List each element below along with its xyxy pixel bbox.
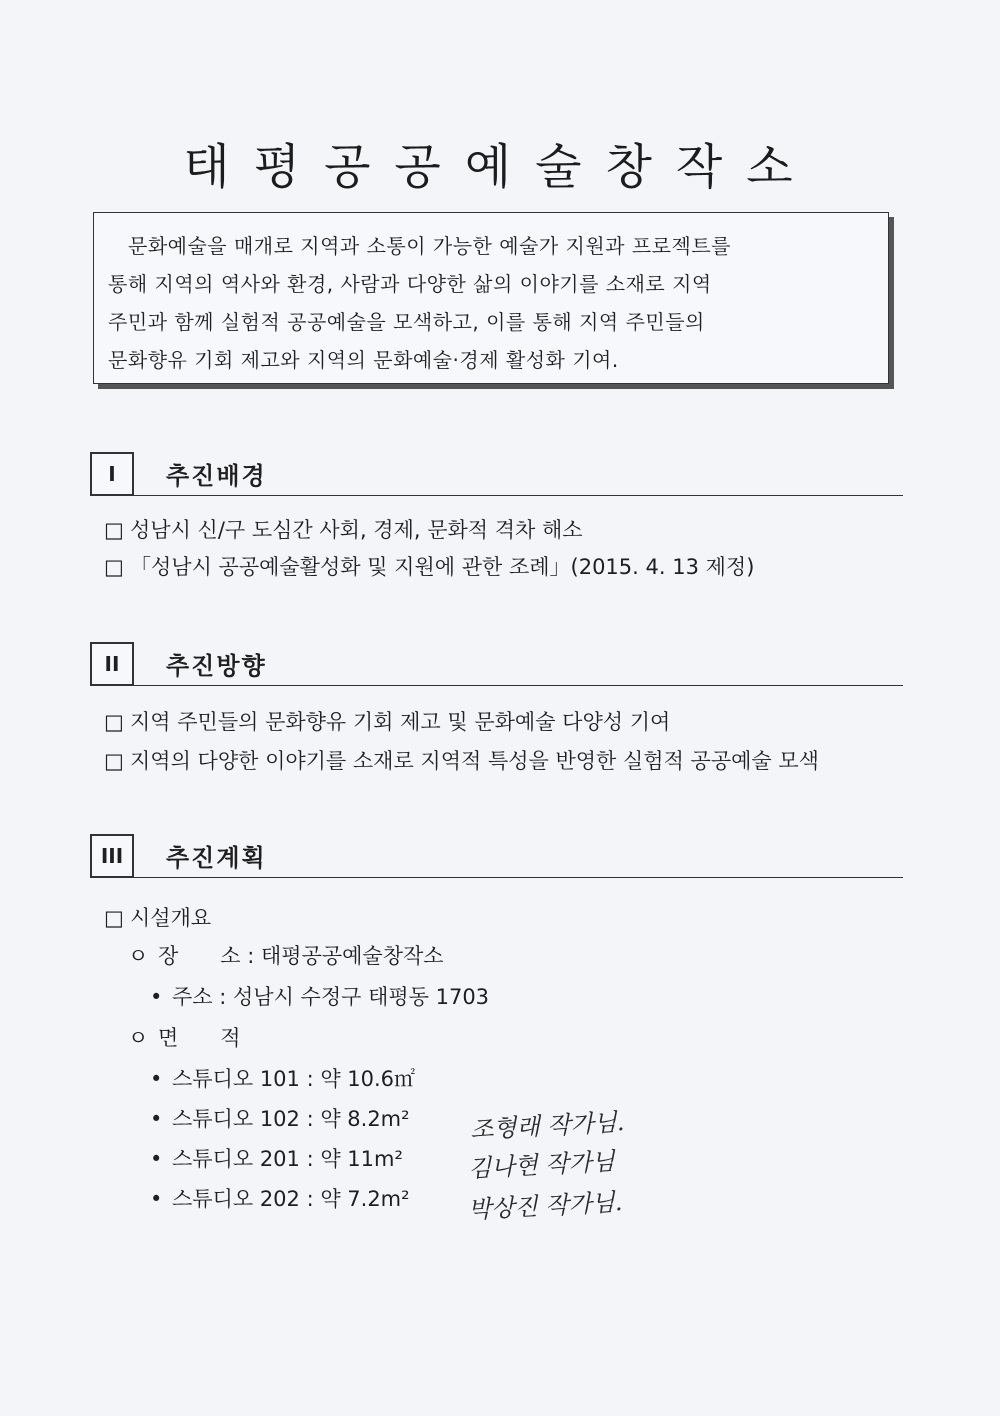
checkbox-icon: □ [104, 749, 124, 773]
area-row [128, 1022, 241, 1052]
list-item [104, 551, 754, 581]
dot-bullet-icon: • [150, 1147, 163, 1171]
studio-text: 스튜디오 202 : 약 7.2m² [172, 1187, 410, 1211]
circle-bullet-icon: ㅇ [128, 1026, 149, 1050]
handwritten-note: 박상진 작가님. [467, 1187, 624, 1225]
circle-bullet-icon: ㅇ [128, 944, 149, 968]
dot-bullet-icon: • [150, 1187, 163, 1211]
studio-row [150, 1183, 410, 1213]
studio-row [150, 1103, 410, 1133]
section-title: 추진배경 [166, 462, 267, 490]
address-text: 주소 : 성남시 수정구 태평동 1703 [172, 985, 490, 1009]
list-item-text: 「성남시 공공예술활성화 및 지원에 관한 조례」(2015. 4. 13 제정) [130, 555, 755, 579]
studio-text: 스튜디오 201 : 약 11m² [172, 1147, 403, 1171]
list-item-text: 성남시 신/구 도심간 사회, 경제, 문화적 격차 해소 [130, 518, 583, 542]
section-header-background [90, 452, 903, 500]
address-row [150, 981, 489, 1011]
studio-text: 스튜디오 102 : 약 8.2m² [172, 1107, 410, 1131]
summary-line: 주민과 함께 실험적 공공예술을 모색하고, 이를 통해 지역 주민들의 [108, 310, 705, 334]
list-item [104, 514, 583, 544]
dot-bullet-icon: • [150, 1067, 163, 1091]
dot-bullet-icon: • [150, 985, 163, 1009]
section-divider [134, 685, 903, 686]
checkbox-icon: □ [104, 555, 124, 579]
summary-line: 문화향유 기회 제고와 지역의 문화예술·경제 활성화 기여. [108, 348, 619, 372]
studio-row [150, 1143, 403, 1173]
location-row [128, 940, 444, 970]
section-numeral: II [90, 642, 134, 686]
studio-text: 스튜디오 101 : 약 10.6㎡ [172, 1067, 416, 1091]
handwritten-note: 김나현 작가님 [467, 1147, 616, 1183]
section-header-direction [90, 642, 903, 690]
list-item-text: 지역의 다양한 이야기를 소재로 지역적 특성을 반영한 실험적 공공예술 모색 [130, 749, 819, 773]
checkbox-icon: □ [104, 518, 124, 542]
document-title: 태평공공예술창작소 [183, 139, 817, 195]
section-divider [134, 495, 903, 496]
facility-heading [104, 902, 211, 932]
list-item-text: 시설개요 [130, 906, 212, 930]
list-item [104, 706, 670, 736]
checkbox-icon: □ [104, 906, 124, 930]
studio-row [150, 1063, 415, 1093]
section-numeral: I [90, 452, 134, 496]
handwritten-note: 조형래 작가님. [469, 1107, 626, 1145]
area-text: 면 적 [158, 1026, 241, 1050]
section-numeral: III [90, 834, 134, 878]
list-item-text: 지역 주민들의 문화향유 기회 제고 및 문화예술 다양성 기여 [130, 710, 671, 734]
section-title: 추진계획 [166, 844, 267, 872]
section-header-plan [90, 834, 903, 882]
list-item [104, 745, 819, 775]
summary-line: 통해 지역의 역사와 환경, 사람과 다양한 삶의 이야기를 소재로 지역 [108, 272, 712, 296]
dot-bullet-icon: • [150, 1107, 163, 1131]
section-title: 추진방향 [166, 652, 267, 680]
summary-box [93, 212, 889, 384]
section-divider [134, 877, 903, 878]
checkbox-icon: □ [104, 710, 124, 734]
summary-line: 문화예술을 매개로 지역과 소통이 가능한 예술가 지원과 프로젝트를 [128, 234, 731, 258]
location-text: 장 소 : 태평공공예술창작소 [158, 944, 444, 968]
